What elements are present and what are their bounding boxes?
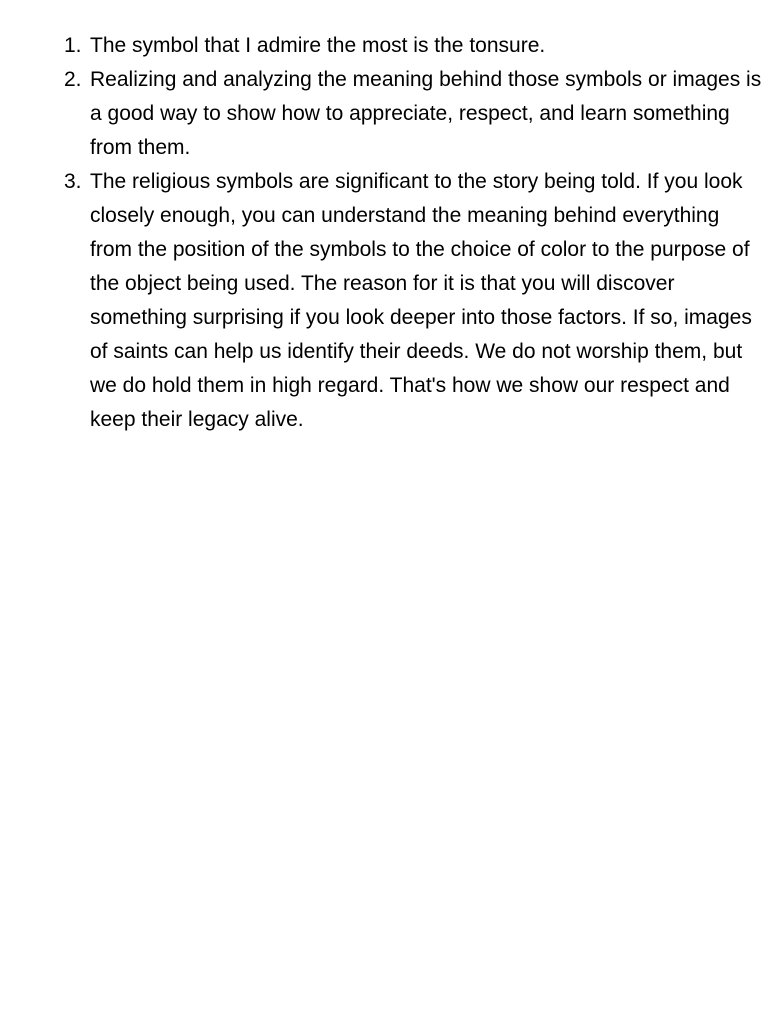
list-item-text: The symbol that I admire the most is the tonsure.: [90, 34, 546, 57]
list-item-number: 1.: [64, 34, 82, 57]
numbered-list: [64, 29, 764, 437]
list-item-text: The religious symbols are significant to the story being told. If you look closely enough, you can understand the meaning behind everything from the position of the symbols to the choice of color to the purpose of the object being used. The reason for it is that you will discover something surprising if you look deeper into those factors. If so, images of saints can help us identify their deeds. We do not worship them, but we do hold them in high regard. That's how we show our respect and keep their legacy alive.: [90, 170, 752, 431]
list-item-number: 3.: [64, 170, 82, 193]
list-item-text: Realizing and analyzing the meaning behind those symbols or images is a good way to show how to appreciate, respect, and learn something from them.: [90, 68, 762, 159]
list-item: [64, 29, 764, 63]
list-item: [64, 63, 764, 165]
list-item-number: 2.: [64, 68, 82, 91]
list-item: [64, 165, 764, 437]
